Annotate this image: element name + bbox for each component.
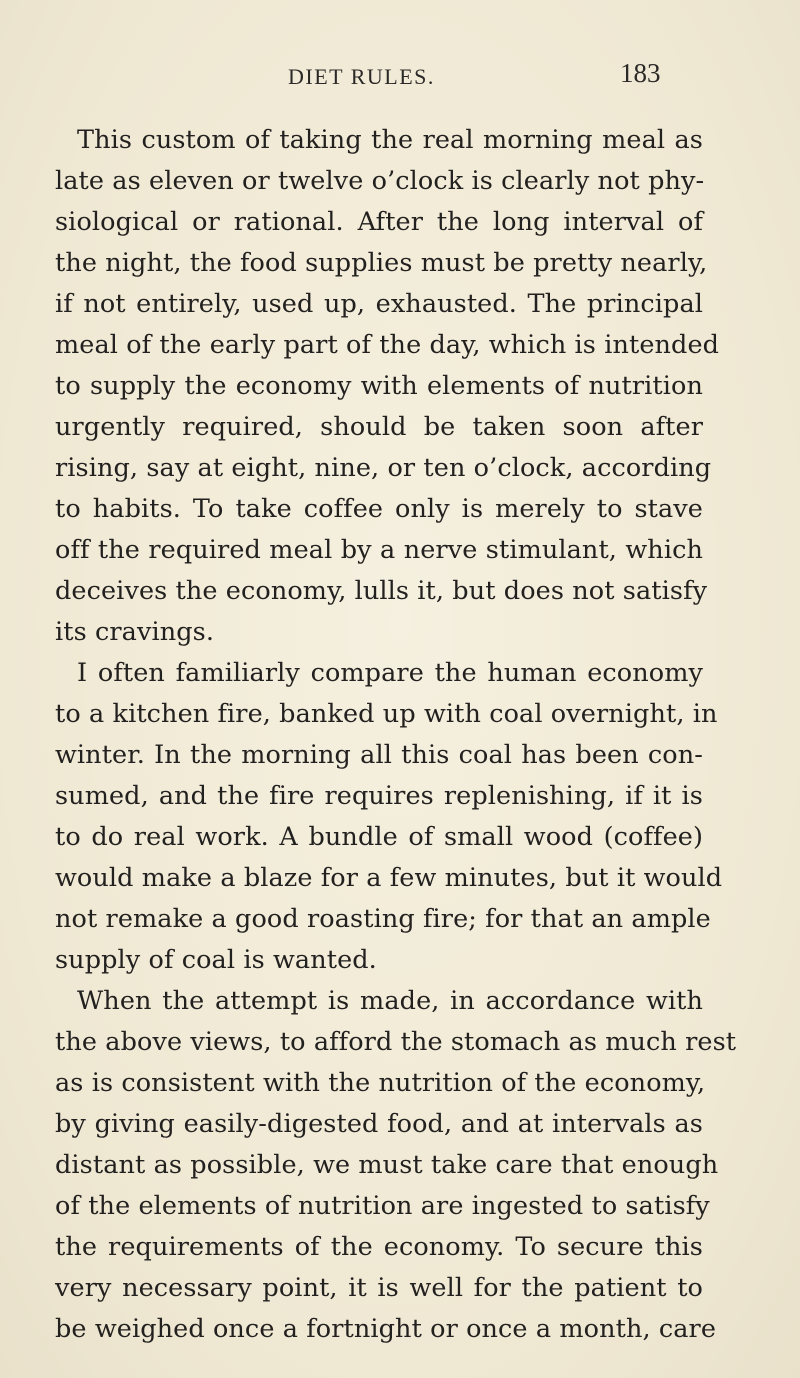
text-line: deceives the economy, lulls it, but does not satisfy	[55, 576, 708, 606]
text-line: urgently required, should be taken soon after	[55, 412, 703, 442]
text-line: to do real work. A bundle of small wood (coffee)	[55, 822, 703, 852]
text-line: supply of coal is wanted.	[55, 945, 377, 975]
text-line: would make a blaze for a few minutes, but it would	[55, 863, 723, 893]
text-line: of the elements of nutrition are ingested to satisfy	[55, 1191, 710, 1221]
text-line: not remake a good roasting fire; for that an ample	[55, 904, 711, 934]
text-line: by giving easily-digested food, and at intervals as	[55, 1109, 703, 1139]
text-line: sumed, and the fire requires replenishing, if it is	[55, 781, 703, 811]
text-line: winter. In the morning all this coal has been con-	[55, 740, 703, 770]
body-text	[55, 120, 737, 1350]
text-line: as is consistent with the nutrition of the economy,	[55, 1068, 706, 1098]
text-line: off the required meal by a nerve stimulant, which	[55, 535, 703, 565]
text-line: rising, say at eight, nine, or ten o’clock, according	[55, 453, 712, 483]
text-line: its cravings.	[55, 617, 215, 647]
page-number: 183	[620, 58, 661, 88]
text-line: distant as possible, we must take care that enough	[55, 1150, 719, 1180]
text-line: the requirements of the economy. To secure this	[55, 1232, 703, 1262]
text-line: very necessary point, it is well for the patient to	[55, 1273, 703, 1303]
text-line: to habits. To take coffee only is merely to stave	[55, 494, 703, 524]
text-line: be weighed once a fortnight or once a month, care	[55, 1314, 717, 1344]
running-title: DIET RULES.	[288, 64, 435, 89]
text-line: late as eleven or twelve o’clock is clearly not phy-	[55, 166, 705, 196]
text-line: to supply the economy with elements of nutrition	[55, 371, 703, 401]
text-line: the night, the food supplies must be pretty nearly,	[55, 248, 708, 278]
text-line: the above views, to afford the stomach as much rest	[55, 1027, 737, 1057]
text-line: siological or rational. After the long interval of	[55, 207, 703, 237]
text-line: if not entirely, used up, exhausted. The principal	[55, 289, 703, 319]
text-line: When the attempt is made, in accordance with	[77, 986, 703, 1016]
text-line: I often familiarly compare the human economy	[77, 658, 703, 688]
text-line: to a kitchen fire, banked up with coal overnight, in	[55, 699, 718, 729]
text-line: meal of the early part of the day, which is intended	[55, 330, 720, 360]
page-header	[0, 58, 800, 98]
text-line: This custom of taking the real morning meal as	[77, 125, 703, 155]
